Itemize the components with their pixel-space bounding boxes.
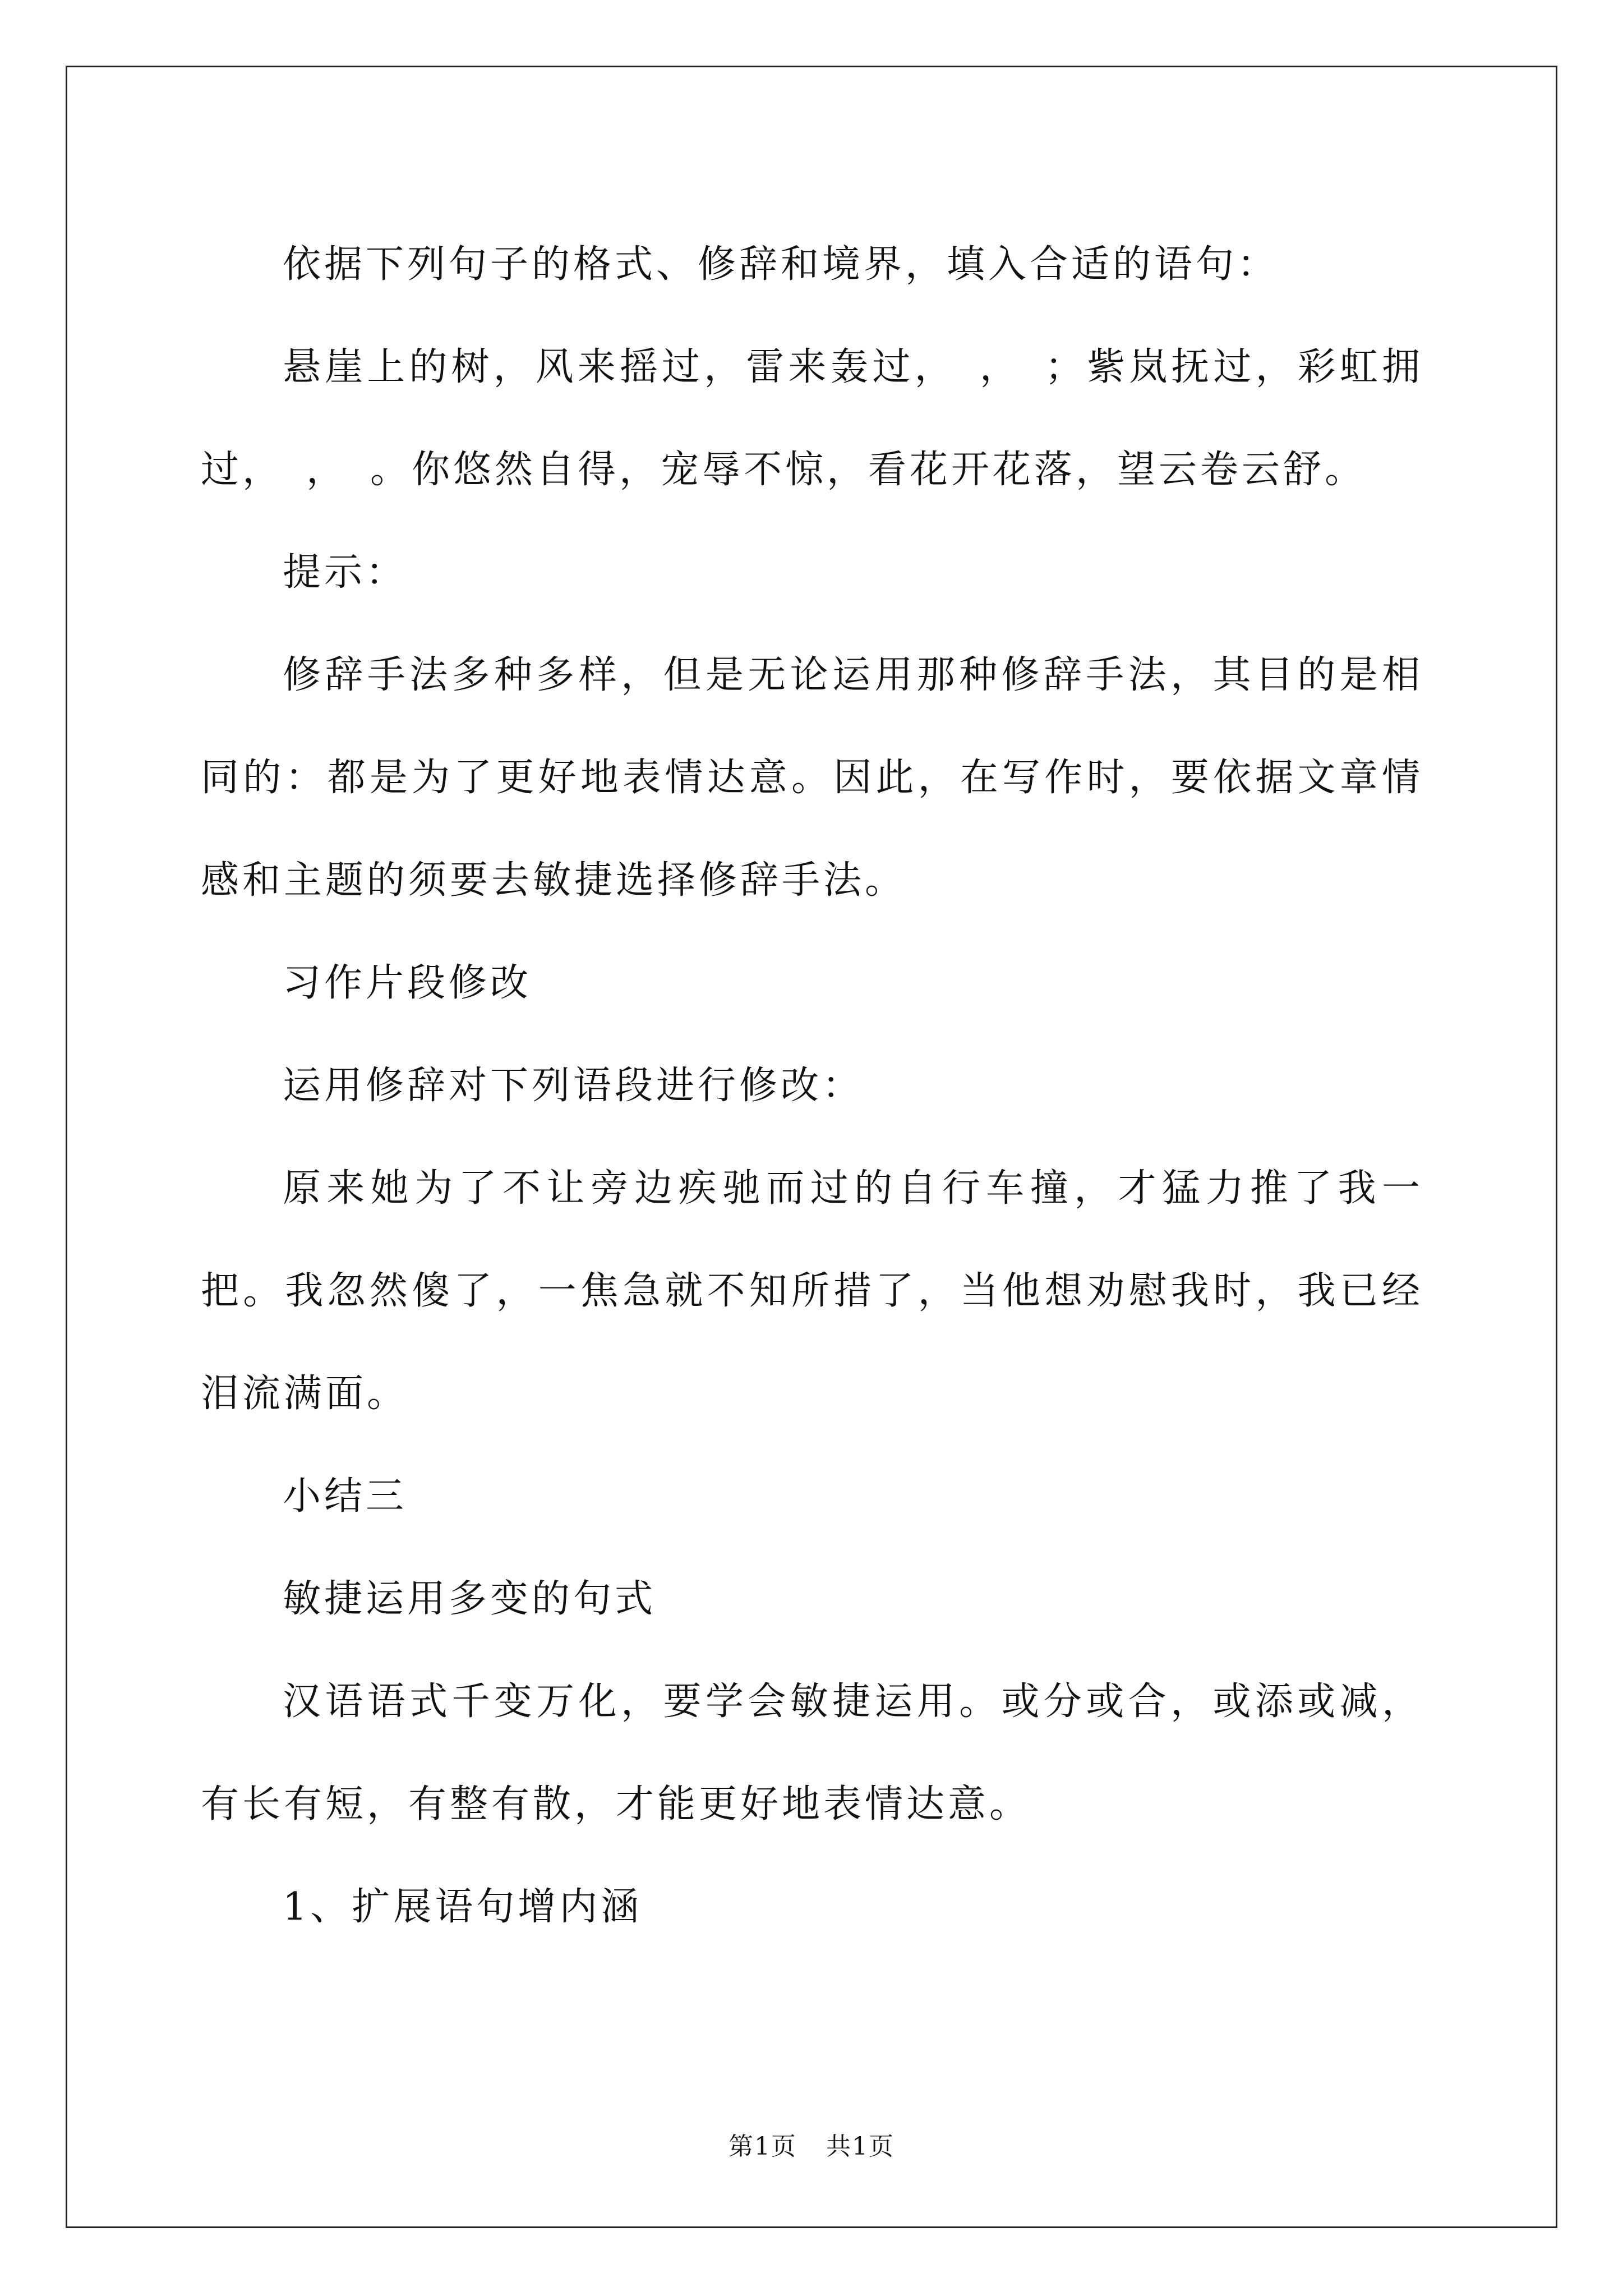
page-number-current: 第1页 (728, 2132, 797, 2161)
paragraph: 敏捷运用多变的句式 (283, 1577, 657, 1621)
paragraph: 1、扩展语句增内涵 (283, 1885, 643, 1929)
paragraph: 依据下列句子的格式、修辞和境界，填入合适的语句： (283, 242, 1279, 287)
paragraph: 汉语语式千变万化，要学会敏捷运用。或分或合，或添或减，有长有短，有整有散，才能更好地表情达意。 (201, 1680, 1423, 1826)
document-body (201, 213, 1423, 1958)
paragraph: 习作片段修改 (283, 961, 532, 1005)
paragraph: 运用修辞对下列语段进行修改： (283, 1064, 864, 1108)
paragraph: 提示： (283, 550, 408, 595)
paragraph: 原来她为了不让旁边疾驰而过的自行车撞，才猛力推了我一把。我忽然傻了，一焦急就不知所措了，当他想劝慰我时，我已经泪流满面。 (201, 1166, 1423, 1416)
paragraph: 修辞手法多种多样，但是无论运用那种修辞手法，其目的是相同的：都是为了更好地表情达意。因此，在写作时，要依据文章情感和主题的须要去敏捷选择修辞手法。 (201, 653, 1423, 903)
paragraph: 小结三 (283, 1474, 408, 1519)
page-number-total: 共1页 (826, 2132, 895, 2161)
page-footer (0, 2126, 1623, 2162)
paragraph: 悬崖上的树，风来摇过，雷来轰过， ， ；紫岚抚过，彩虹拥过， ， 。你悠然自得，宠辱不惊，看花开花落，望云卷云舒。 (201, 345, 1423, 492)
